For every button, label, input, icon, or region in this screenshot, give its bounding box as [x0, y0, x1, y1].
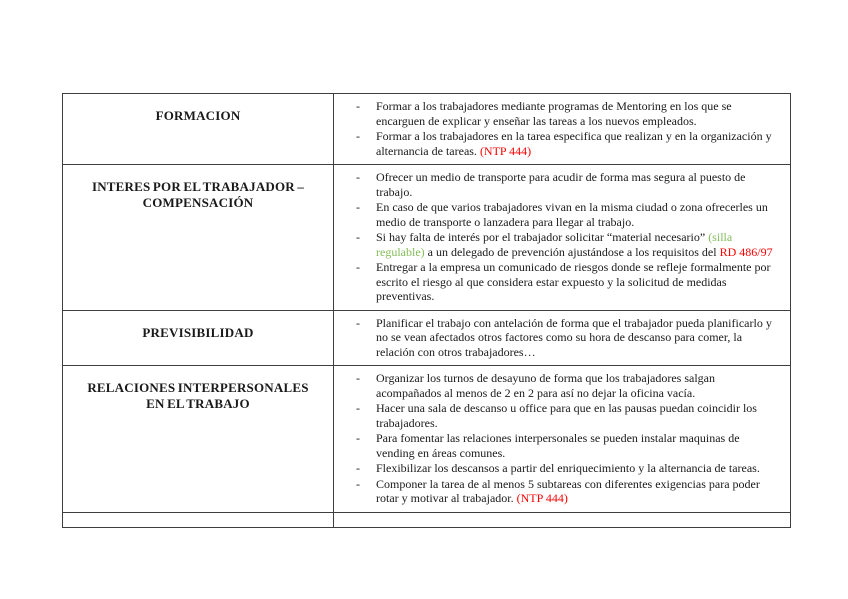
bullet-item	[334, 230, 777, 259]
table-row	[63, 165, 791, 311]
bullet-text	[376, 200, 777, 229]
text-segment: En caso de que varios trabajadores vivan en la misma ciudad o zona ofrecerles un medio de transporte o lanzadera para llegar al trabajo.	[376, 200, 768, 229]
row-content-cell	[334, 512, 791, 527]
bullet-dash: -	[356, 401, 360, 416]
bullet-dash: -	[356, 99, 360, 113]
bullet-text	[376, 431, 777, 460]
text-segment: Planificar el trabajo con antelación de forma que el trabajador pueda planificarlo y no se vean afectados otros factores como su hora de descanso para comer, la relación con otros trabajadores…	[376, 315, 772, 359]
bullet-item	[334, 200, 777, 229]
row-header-cell	[63, 512, 334, 527]
bullet-text	[376, 477, 777, 506]
row-content-cell	[334, 310, 791, 366]
bullet-item	[334, 371, 777, 400]
document-page	[62, 93, 791, 528]
row-header-cell	[63, 310, 334, 366]
bullet-dash: -	[356, 129, 360, 144]
bullet-item	[334, 170, 777, 199]
row-header-cell	[63, 165, 334, 311]
bullet-item	[334, 260, 777, 304]
bullet-item	[334, 401, 777, 430]
bullet-list	[334, 94, 790, 164]
bullet-dash: -	[356, 371, 360, 386]
bullet-item	[334, 431, 777, 460]
row-content-cell	[334, 165, 791, 311]
table-row	[63, 512, 791, 527]
text-segment: Flexibilizar los descansos a partir del enriquecimiento y la alternancia de tareas.	[376, 461, 760, 476]
bullet-text	[376, 170, 777, 199]
text-segment: Componer la tarea de al menos 5 subtareas con diferentes exigencias para poder rotar y motivar al trabajador.	[376, 476, 760, 506]
bullet-dash: -	[356, 230, 360, 245]
table-row	[63, 366, 791, 513]
bullet-text	[376, 230, 777, 259]
bullet-item	[334, 477, 777, 506]
bullet-text	[376, 461, 777, 476]
text-segment: Formar a los trabajadores mediante programas de Mentoring en los que se encarguen de explicar y enseñar las tareas a los nuevos empleados.	[376, 99, 732, 128]
bullet-dash: -	[356, 315, 360, 330]
text-segment: Ofrecer un medio de transporte para acudir de forma mas segura al puesto de trabajo.	[376, 170, 746, 199]
row-content-cell	[334, 94, 791, 165]
row-header: INTERES POR EL TRABAJADOR – COMPENSACIÓN	[91, 179, 305, 210]
row-header: PREVISIBILIDAD	[142, 324, 254, 340]
bullet-text	[376, 260, 777, 304]
bullet-dash: -	[356, 170, 360, 185]
bullet-list	[334, 311, 790, 366]
bullet-dash: -	[356, 461, 360, 476]
bullet-dash: -	[356, 260, 360, 275]
bullet-item	[334, 316, 777, 360]
text-segment: (NTP 444)	[479, 143, 532, 158]
bullet-item	[334, 129, 777, 158]
row-header-cell	[63, 366, 334, 513]
bullet-text	[376, 99, 777, 128]
text-segment: Entregar a la empresa un comunicado de riesgos donde se refleje formalmente por escrito el riesgo al que considera estar expuesto y la solicitud de medidas preventivas.	[376, 260, 771, 304]
bullet-dash: -	[356, 200, 360, 215]
bullet-item	[334, 99, 777, 128]
table-row	[63, 310, 791, 366]
bullet-item	[334, 461, 777, 476]
bullet-dash: -	[356, 476, 360, 491]
text-segment: RD 486/97	[719, 244, 773, 259]
row-header: FORMACION	[155, 108, 241, 123]
bullet-text	[376, 401, 777, 430]
text-segment: (NTP 444)	[516, 491, 568, 506]
bullet-list	[334, 165, 790, 310]
text-segment: Si hay falta de interés por el trabajador solicitar “material necesario”	[376, 230, 709, 245]
bullet-text	[376, 371, 777, 400]
bullet-text	[376, 129, 777, 158]
risk-table-body	[63, 94, 791, 528]
row-content-cell	[334, 366, 791, 513]
row-header: RELACIONES INTERPERSONALES EN EL TRABAJO	[87, 380, 309, 411]
text-segment: Formar a los trabajadores en la tarea especifica que realizan y en la organización y alternancia de tareas.	[376, 129, 772, 158]
bullet-dash: -	[356, 431, 360, 446]
bullet-text	[376, 316, 777, 360]
row-header-cell	[63, 94, 334, 165]
text-segment: a un delegado de prevención ajustándose a los requisitos del	[424, 244, 720, 259]
text-segment: Para fomentar las relaciones interpersonales se pueden instalar maquinas de vending en áreas comunes.	[376, 431, 740, 460]
text-segment: (silla regulable)	[376, 230, 733, 259]
text-segment: Organizar los turnos de desayuno de forma que los trabajadores salgan acompañados al menos de 2 en 2 para así no dejar la oficina vacía.	[376, 371, 716, 400]
text-segment: Hacer una sala de descanso u office para que en las pausas puedan coincidir los trabajadores.	[376, 401, 757, 430]
table-row	[63, 94, 791, 165]
risk-measures-table	[62, 93, 791, 528]
bullet-list	[334, 366, 790, 512]
